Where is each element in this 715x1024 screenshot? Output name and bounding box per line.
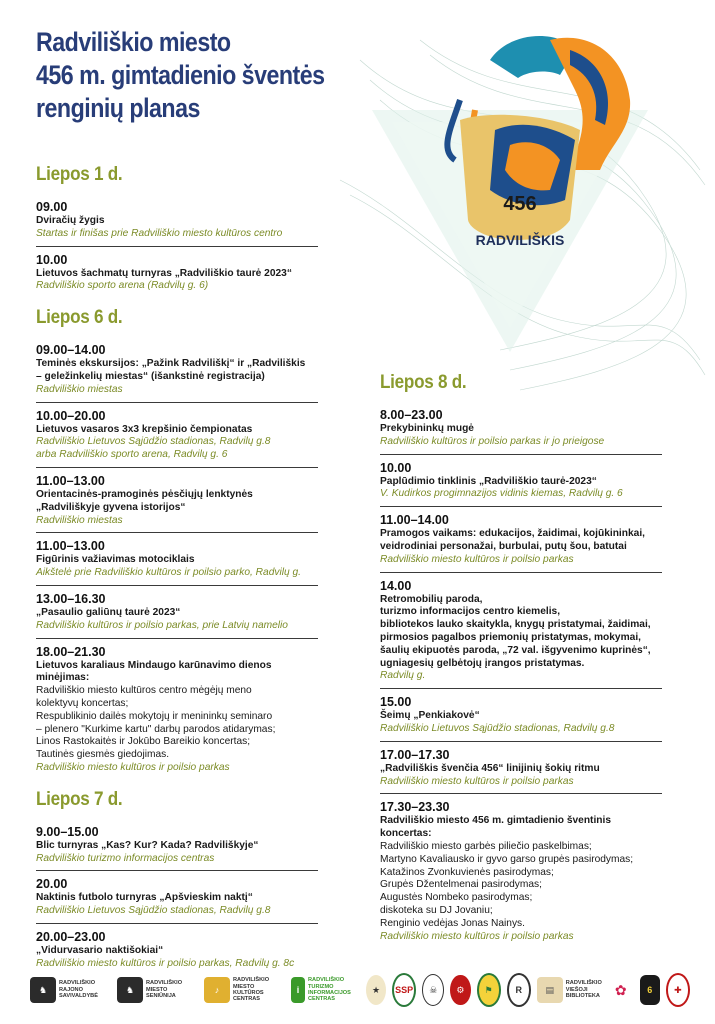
event-name: Paplūdimio tinklinis „Radviliškio taurė-2023“ xyxy=(380,475,597,487)
event-name: „Radviliškis švenčia 456“ linijinių šokių ritmu xyxy=(380,762,600,774)
event-item xyxy=(36,343,318,396)
event-time: 17.00–17.30 xyxy=(380,747,450,762)
event-place: Radviliškio miesto kultūros ir poilsio parkas xyxy=(380,775,574,787)
people-icon: ✿ xyxy=(608,977,634,1003)
event-item xyxy=(380,800,662,943)
event-time: 11.00–13.00 xyxy=(36,539,105,554)
ssp-badge-icon: SSP xyxy=(392,973,416,1007)
event-place: Radviliškio turizmo informacijos centras xyxy=(36,852,215,864)
event-name: Figūrinis važiavimas motociklais xyxy=(36,554,195,566)
divider xyxy=(36,585,318,586)
event-name: Blic turnyras „Kas? Kur? Kada? Radviliškyje“ xyxy=(36,839,259,851)
event-item xyxy=(36,253,318,294)
event-place: Radviliškio Lietuvos Sąjūdžio stadionas, Radvilų g.8 arba Radviliškio sporto arena, Radvilų g. 6 xyxy=(36,436,271,461)
event-time: 8.00–23.00 xyxy=(380,408,443,422)
event-item xyxy=(36,825,318,866)
event-name: Naktinis futbolo turnyras „Apšvieskim naktį“ xyxy=(36,892,253,904)
event-item xyxy=(36,409,318,462)
event-place: Radviliškio kultūros ir poilsio parkas, prie Latvių namelio xyxy=(36,619,288,631)
event-time: 13.00–16.30 xyxy=(36,591,106,606)
divider xyxy=(380,506,662,507)
event-name: Šeimų „Penkiakovė“ xyxy=(380,710,480,722)
event-place: Radviliškio miestas xyxy=(36,514,123,526)
event-item xyxy=(36,592,318,633)
logo-eldership xyxy=(117,977,198,1003)
event-name: Lietuvos vasaros 3x3 krepšinio čempionatas xyxy=(36,423,253,435)
event-name: „Pasaulio galiūnų taurė 2023“ xyxy=(36,606,181,618)
event-time: 10.00–20.00 xyxy=(36,408,106,423)
divider xyxy=(36,246,318,247)
event-name: Lietuvos šachmatų turnyras „Radviliškio taurė 2023“ xyxy=(36,267,292,279)
event-place: Radviliškio sporto arena (Radvilų g. 6) xyxy=(36,280,209,292)
event-name: Dviračių žygis xyxy=(36,215,105,226)
event-time: 18.00–21.30 xyxy=(36,644,106,659)
event-time: 11.00–14.00 xyxy=(380,513,449,528)
event-time: 17.30–23.30 xyxy=(380,800,450,815)
event-item xyxy=(36,200,318,241)
event-item xyxy=(36,877,318,918)
divider xyxy=(36,467,318,468)
logo-label: RADVILIŠKIO RAJONO SAVIVALDYBĖ xyxy=(59,980,98,1000)
logo-culture-centre xyxy=(204,977,285,1003)
logo-youth xyxy=(608,977,634,1003)
event-time: 14.00 xyxy=(380,578,412,593)
motorclub-icon: ⚙ xyxy=(450,975,470,1005)
logo-name: RADVILIŠKIS xyxy=(475,232,565,248)
event-name: Prekybininkų mugė xyxy=(380,423,474,434)
event-time: 20.00–23.00 xyxy=(36,929,106,944)
event-time: 15.00 xyxy=(380,695,412,710)
event-name: Lietuvos karaliaus Mindaugo karūnavimo dienos minėjimas: xyxy=(36,659,272,684)
divider xyxy=(36,870,318,871)
event-item xyxy=(380,513,662,566)
event-place: Radviliškio miesto kultūros ir poilsio parkas xyxy=(380,930,574,942)
info-icon: i xyxy=(291,977,305,1003)
divider xyxy=(36,532,318,533)
divider xyxy=(36,923,318,924)
book-icon: ▤ xyxy=(537,977,563,1003)
event-name: „Vidurvasario naktišokiai“ xyxy=(36,944,164,956)
horse-crest-icon: ♞ xyxy=(30,977,56,1003)
event-item xyxy=(36,539,318,580)
logo-label: RADVILIŠKIO VIEŠOJI BIBLIOTEKA xyxy=(565,980,602,1000)
runners-icon: ⚑ xyxy=(477,973,501,1007)
logo-label: RADVILIŠKIO MIESTO KULTŪROS CENTRAS xyxy=(233,977,270,1003)
r-badge-icon: R xyxy=(507,973,531,1007)
event-place: Radviliškio kultūros ir poilsio parkas ir jo prieigose xyxy=(380,435,605,447)
event-place: Radviliškio miesto kultūros ir poilsio parkas xyxy=(380,553,574,565)
logo-tourism-centre xyxy=(291,977,360,1003)
divider xyxy=(380,572,662,573)
event-name: Teminės ekskursijos: „Pažink Radviliškį“ ir „Radviliškis – geležinkelių miestas“ (išankstinė registracija) xyxy=(36,358,306,382)
radviliskis-456-logo xyxy=(400,20,680,350)
horse-crest-icon: ♞ xyxy=(117,977,143,1003)
page-title xyxy=(36,26,346,125)
event-item xyxy=(380,461,662,502)
fire-rescue-icon: ✚ xyxy=(666,973,690,1007)
event-item xyxy=(380,695,662,736)
horse-logo-icon xyxy=(400,20,680,350)
event-place: Aikštelė prie Radviliškio kultūros ir poilsio parko, Radvilų g. xyxy=(36,567,301,579)
event-time: 10.00 xyxy=(36,252,68,267)
event-time: 09.00–14.00 xyxy=(36,343,106,358)
day-heading-july-8: Liepos 8 d. xyxy=(380,372,467,393)
event-time: 9.00–15.00 xyxy=(36,824,99,839)
shield-six-icon: 6 xyxy=(640,975,660,1005)
event-item xyxy=(36,474,318,527)
title-line-3: renginių planas xyxy=(36,93,200,123)
event-name: Retromobilių paroda, turizmo informacijos centro kiemelis, bibliotekos lauko skaitykla, knygų pristatymai, žaidimai, pirmosios pagalbos priemonių pristatymas, mokymai, šaulių ekipuotės paroda, „72 val. išgyvenimo kuprinės“, ugniagesių gelbėtojų įrangos pristatymas. xyxy=(380,593,651,669)
event-name: Pramogos vaikams: edukacijos, žaidimai, kojūkininkai, veidrodiniai personažai, burbulai, putų šou, batutai xyxy=(380,528,645,552)
divider xyxy=(380,454,662,455)
event-place: V. Kudirkos progimnazijos vidinis kiemas, Radvilų g. 6 xyxy=(380,488,623,500)
day-heading-july-7: Liepos 7 d. xyxy=(36,788,123,810)
divider xyxy=(380,793,662,794)
event-name: Radviliškio miesto 456 m. gimtadienio šventinis koncertas: xyxy=(380,815,611,840)
event-place: Radviliškio miestas xyxy=(36,383,123,395)
logo-municipality xyxy=(30,977,111,1003)
title-line-1: Radviliškio miesto xyxy=(36,27,231,57)
event-place: Radviliškio miesto kultūros ir poilsio parkas xyxy=(36,761,230,773)
event-place: Radviliškio Lietuvos Sąjūdžio stadionas, Radvilų g.8 xyxy=(380,722,615,734)
event-time: 09.00 xyxy=(36,200,68,214)
right-column xyxy=(380,372,662,943)
divider xyxy=(380,741,662,742)
logo-label: RADVILIŠKIO TURIZMO INFORMACIJOS CENTRAS xyxy=(308,977,351,1003)
day-heading-july-1: Liepos 1 d. xyxy=(36,164,123,185)
event-item xyxy=(380,748,662,789)
title-line-2: 456 m. gimtadienio šventės xyxy=(36,60,325,90)
sponsor-logos xyxy=(30,970,690,1010)
event-item xyxy=(36,645,318,775)
event-time: 20.00 xyxy=(36,877,68,892)
event-item xyxy=(36,930,318,971)
event-place: Radviliškio miesto kultūros ir poilsio parkas, Radvilų g. 8c xyxy=(36,957,295,969)
divider xyxy=(36,402,318,403)
logo-number: 456 xyxy=(503,193,537,215)
event-place: Startas ir finišas prie Radviliškio miesto kultūros centro xyxy=(36,227,283,239)
logo-label: RADVILIŠKIO MIESTO SENIŪNIJA xyxy=(146,980,183,1000)
divider xyxy=(380,688,662,689)
event-item xyxy=(380,408,662,449)
event-detail: Radviliškio miesto kultūros centro mėgėjų meno kolektyvų koncertas; Respublikinio dailės mokytojų ir menininkų seminaro – plenero "Kurkime kartu" darbų parodos atidarymas; Linos Rastokaitės ir Jokūbo Bareikio koncertas; Tautinės giesmės giedojimas. xyxy=(36,685,276,761)
event-name: Orientacinės-pramoginės pėsčiųjų lenktynės „Radviliškyje gyvena istorijos“ xyxy=(36,488,253,513)
champ-icon: ★ xyxy=(366,975,386,1005)
event-time: 11.00–13.00 xyxy=(36,473,105,488)
event-item xyxy=(380,579,662,684)
left-column xyxy=(36,164,318,971)
event-place: Radvilų g. xyxy=(380,670,426,682)
event-place: Radviliškio Lietuvos Sąjūdžio stadionas, Radvilų g.8 xyxy=(36,905,271,917)
event-time: 10.00 xyxy=(380,460,412,475)
logo-library xyxy=(537,977,602,1003)
skull-badge-icon: ☠ xyxy=(422,974,444,1006)
trumpeter-icon: ♪ xyxy=(204,977,230,1003)
event-detail: Radviliškio miesto garbės piliečio paskelbimas; Martyno Kavaliausko ir gyvo garso grupės pasirodymas; Katažinos Zvonkuvienės pasirodymas; Grupės Džentelmenai pasirodymas; Augustės Nombeko pasirodymas; diskoteka su DJ Jovaniu; Renginio vedėjas Jonas Nainys. xyxy=(380,840,634,929)
day-heading-july-6: Liepos 6 d. xyxy=(36,307,123,329)
divider xyxy=(36,638,318,639)
